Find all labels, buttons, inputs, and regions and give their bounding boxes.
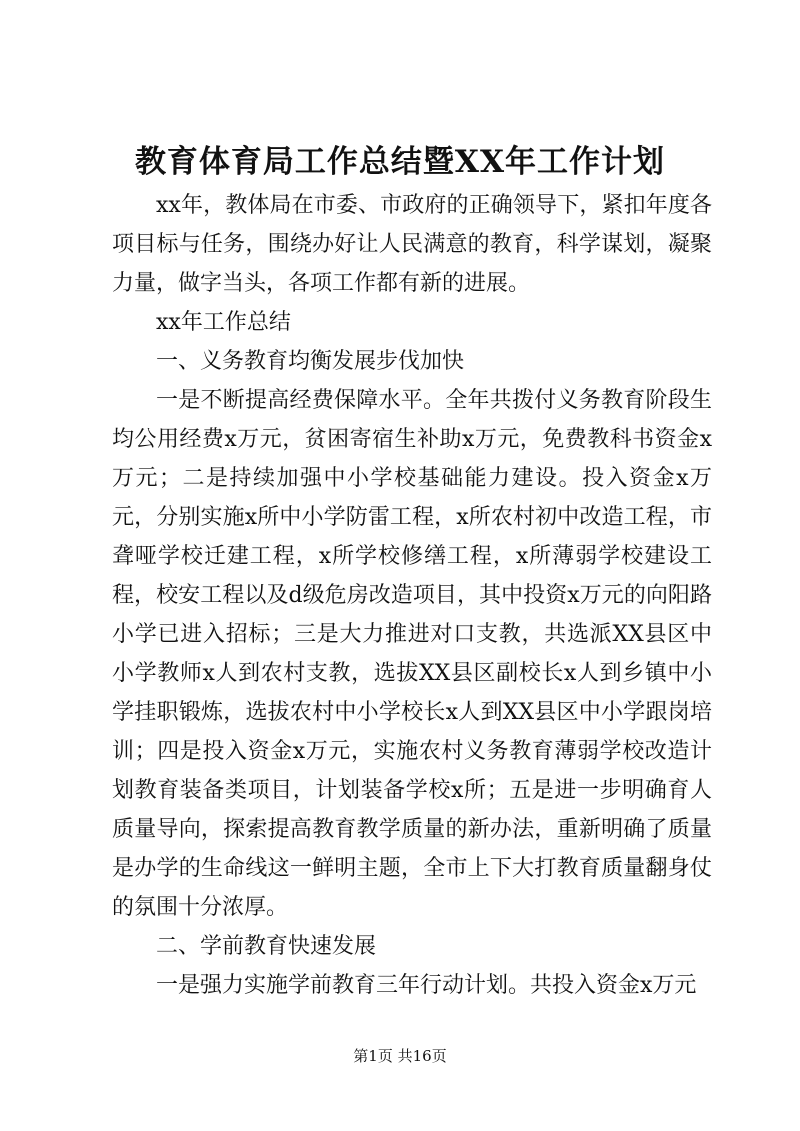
paragraph-intro: xx年，教体局在市委、市政府的正确领导下，紧扣年度各项目标与任务，围绕办好让人民满意的教育，科学谋划，凝聚力量，做字当头，各项工作都有新的进展。 — [112, 193, 712, 296]
page-number-footer: 第1页 共16页 — [353, 1047, 447, 1065]
paragraph-preschool: 一是强力实施学前教育三年行动计划。共投入资金x万元 — [156, 973, 697, 998]
section-heading-compulsory-education: 一、义务教育均衡发展步伐加快 — [156, 349, 465, 374]
document-title: 教育体育局工作总结暨XX年工作计划 — [134, 144, 666, 180]
section-heading-preschool: 二、学前教育快速发展 — [156, 934, 377, 959]
document-body — [112, 186, 712, 1005]
section-heading-summary: xx年工作总结 — [156, 310, 291, 335]
paragraph-compulsory-education: 一是不断提高经费保障水平。全年共拨付义务教育阶段生均公用经费x万元，贫困寄宿生补助x万元，免费教科书资金x万元；二是持续加强中小学校基础能力建设。投入资金x万元，分别实施x所中小学防雷工程，x所农村初中改造工程，市聋哑学校迁建工程，x所学校修缮工程，x所薄弱学校建设工程，校安工程以及d级危房改造项目，其中投资x万元的向阳路小学已进入招标；三是大力推进对口支教，共选派XX县区中小学教师x人到农村支教，选拔XX县区副校长x人到乡镇中小学挂职锻炼，选拔农村中小学校长x人到XX县区中小学跟岗培训；四是投入资金x万元，实施农村义务教育薄弱学校改造计划教育装备类项目，计划装备学校x所；五是进一步明确育人质量导向，探索提高教育教学质量的新办法，重新明确了质量是办学的生命线这一鲜明主题，全市上下大打教育质量翻身仗的氛围十分浓厚。 — [112, 388, 712, 920]
